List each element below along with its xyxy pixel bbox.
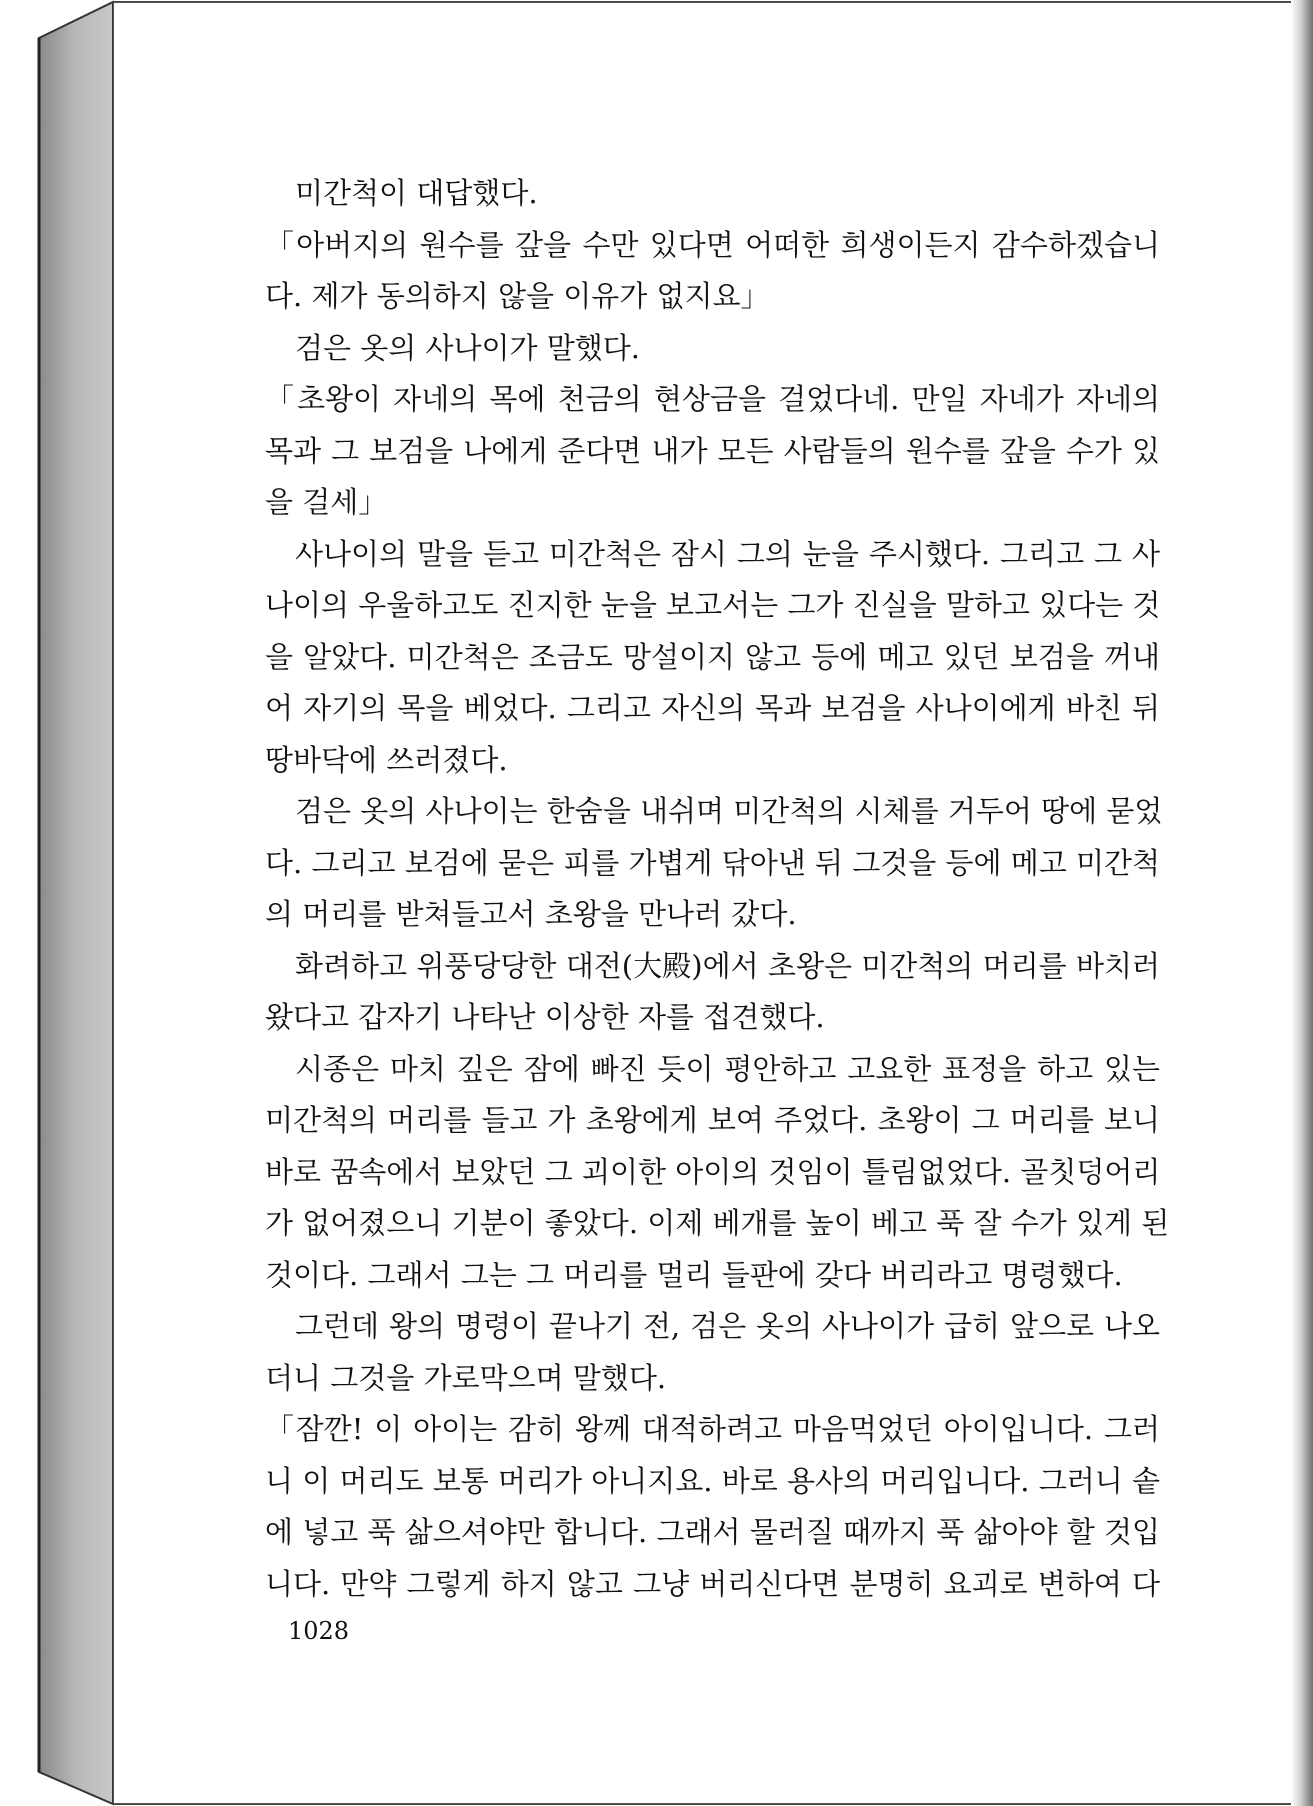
text-line: 니다. 만약 그렇게 하지 않고 그냥 버리신다면 분명히 요괴로 변하여 다: [265, 1566, 1160, 1601]
text-line: 의 머리를 받쳐들고서 초왕을 만나러 갔다.: [265, 897, 797, 931]
text-line: 사나이의 말을 듣고 미간척은 잠시 그의 눈을 주시했다. 그리고 그 사: [295, 536, 1160, 571]
text-line: 검은 옷의 사나이는 한숨을 내쉬며 미간척의 시체를 거두어 땅에 묻었: [295, 794, 1163, 828]
text-line: 「잠깐! 이 아이는 감히 왕께 대적하려고 마음먹었던 아이입니다. 그러: [265, 1412, 1160, 1446]
text-line: 「아버지의 원수를 갚을 수만 있다면 어떠한 희생이든지 감수하겠습니: [265, 227, 1160, 262]
text-line: 목과 그 보검을 나에게 준다면 내가 모든 사람들의 원수를 갚을 수가 있: [265, 433, 1160, 468]
text-line: 다. 제가 동의하지 않을 이유가 없지요」: [265, 279, 770, 313]
text-line: 「초왕이 자네의 목에 천금의 현상금을 걸었다네. 만일 자네가 자네의: [265, 382, 1160, 416]
text-line: 검은 옷의 사나이가 말했다.: [295, 330, 641, 365]
text-line: 을 알았다. 미간척은 조금도 망설이지 않고 등에 메고 있던 보검을 꺼내: [265, 639, 1160, 674]
page-number: 1028: [288, 1617, 350, 1645]
text-line: 나이의 우울하고도 진지한 눈을 보고서는 그가 진실을 말하고 있다는 것: [265, 588, 1161, 622]
text-line: 가 없어졌으니 기분이 좋았다. 이제 베개를 높이 베고 푹 잘 수가 있게 된: [265, 1206, 1170, 1240]
text-line: 다. 그리고 보검에 묻은 피를 가볍게 닦아낸 뒤 그것을 등에 메고 미간척: [265, 845, 1161, 880]
text-line: 왔다고 갑자기 나타난 이상한 자를 접견했다.: [265, 1000, 825, 1034]
text-line: 미간척이 대답했다.: [295, 176, 538, 210]
text-line: 니 이 머리도 보통 머리가 아니지요. 바로 용사의 머리입니다. 그러니 솥: [265, 1463, 1161, 1498]
text-line: 화려하고 위풍당당한 대전(大殿)에서 초왕은 미간척의 머리를 바치러: [295, 948, 1160, 983]
text-line: 미간척의 머리를 들고 가 초왕에게 보여 주었다. 초왕이 그 머리를 보니: [265, 1103, 1160, 1137]
text-line: 것이다. 그래서 그는 그 머리를 멀리 들판에 갖다 버리라고 명령했다.: [265, 1257, 1123, 1292]
text-line: 시종은 마치 깊은 잠에 빠진 듯이 평안하고 고요한 표정을 하고 있는: [295, 1051, 1160, 1086]
text-line: 어 자기의 목을 베었다. 그리고 자신의 목과 보검을 사나이에게 바친 뒤: [265, 691, 1160, 725]
page-right-shadow: [1291, 0, 1313, 1806]
text-line: 그런데 왕의 명령이 끝나기 전, 검은 옷의 사나이가 급히 앞으로 나오: [295, 1309, 1160, 1343]
body-text: [265, 168, 1170, 1610]
text-line: 더니 그것을 가로막으며 말했다.: [265, 1360, 667, 1395]
text-line: 을 걸세」: [265, 485, 388, 519]
text-line: 에 넣고 푹 삶으셔야만 합니다. 그래서 물러질 때까지 푹 삶아야 할 것입: [265, 1515, 1161, 1549]
text-line: 땅바닥에 쓰러졌다.: [265, 742, 508, 777]
text-line: 바로 꿈속에서 보았던 그 괴이한 아이의 것임이 틀림없었다. 골칫덩어리: [265, 1154, 1161, 1189]
